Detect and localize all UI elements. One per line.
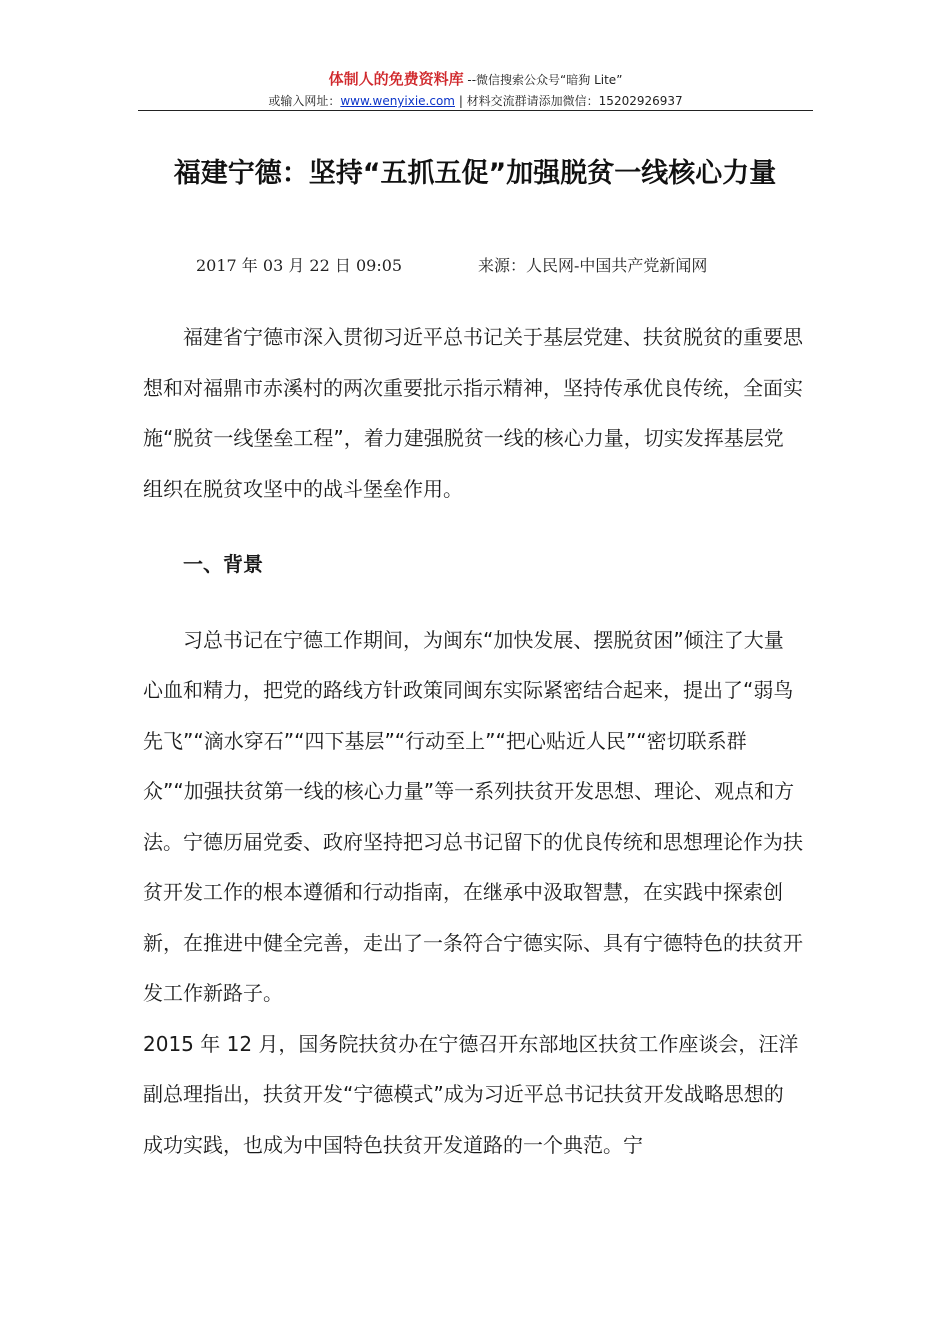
intro-paragraph: 福建省宁德市深入贯彻习近平总书记关于基层党建、扶贫脱贫的重要思想和对福鼎市赤溪村的两次重要批示指示精神，坚持传承优良传统，全面实施“脱贫一线堡垒工程”，着力建强脱贫一线的核心力量，切实发挥基层党组织在脱贫攻坚中的战斗堡垒作用。	[143, 325, 803, 501]
url-prefix: 或输入网址：	[268, 94, 341, 108]
article-source: 来源：人民网-中国共产党新闻网	[478, 256, 708, 275]
contact-info: | 材料交流群请添加微信：15202926937	[455, 94, 683, 108]
wechat-search-hint: --微信搜索公众号“暗狗 Lite”	[463, 73, 623, 87]
brand-name: 体制人的免费资料库	[328, 70, 464, 88]
header-contact-line	[138, 92, 813, 110]
header-brand-line	[138, 70, 813, 90]
background-paragraph-continued: 2015 年 12 月，国务院扶贫办在宁德召开东部地区扶贫工作座谈会，汪洋副总理指出，扶贫开发“宁德模式”成为习近平总书记扶贫开发战略思想的成功实践，也成为中国特色扶贫开发道路的一个典范。宁	[143, 1031, 799, 1157]
header-divider	[138, 110, 813, 111]
page-header	[138, 70, 813, 110]
article-title: 福建宁德：坚持“五抓五促”加强脱贫一线核心力量	[173, 158, 777, 189]
publish-date: 2017 年 03 月 22 日 09:05	[196, 256, 403, 275]
background-paragraph: 习总书记在宁德工作期间，为闽东“加快发展、摆脱贫困”倾注了大量心血和精力，把党的路线方针政策同闽东实际紧密结合起来，提出了“弱鸟先飞”“滴水穿石”“四下基层”“行动至上”“把心贴近人民”“密切联系群众”“加强扶贫第一线的核心力量”等一系列扶贫开发思想、理论、观点和方法。宁德历届党委、政府坚持把习总书记留下的优良传统和思想理论作为扶贫开发工作的根本遵循和行动指南，在继承中汲取智慧，在实践中探索创新，在推进中健全完善，走出了一条符合宁德实际、具有宁德特色的扶贫开发工作新路子。	[143, 627, 803, 1005]
article-body	[143, 312, 803, 1170]
section-heading-background: 一、背景	[183, 552, 263, 576]
website-link[interactable]: www.wenyixie.com	[340, 94, 455, 108]
